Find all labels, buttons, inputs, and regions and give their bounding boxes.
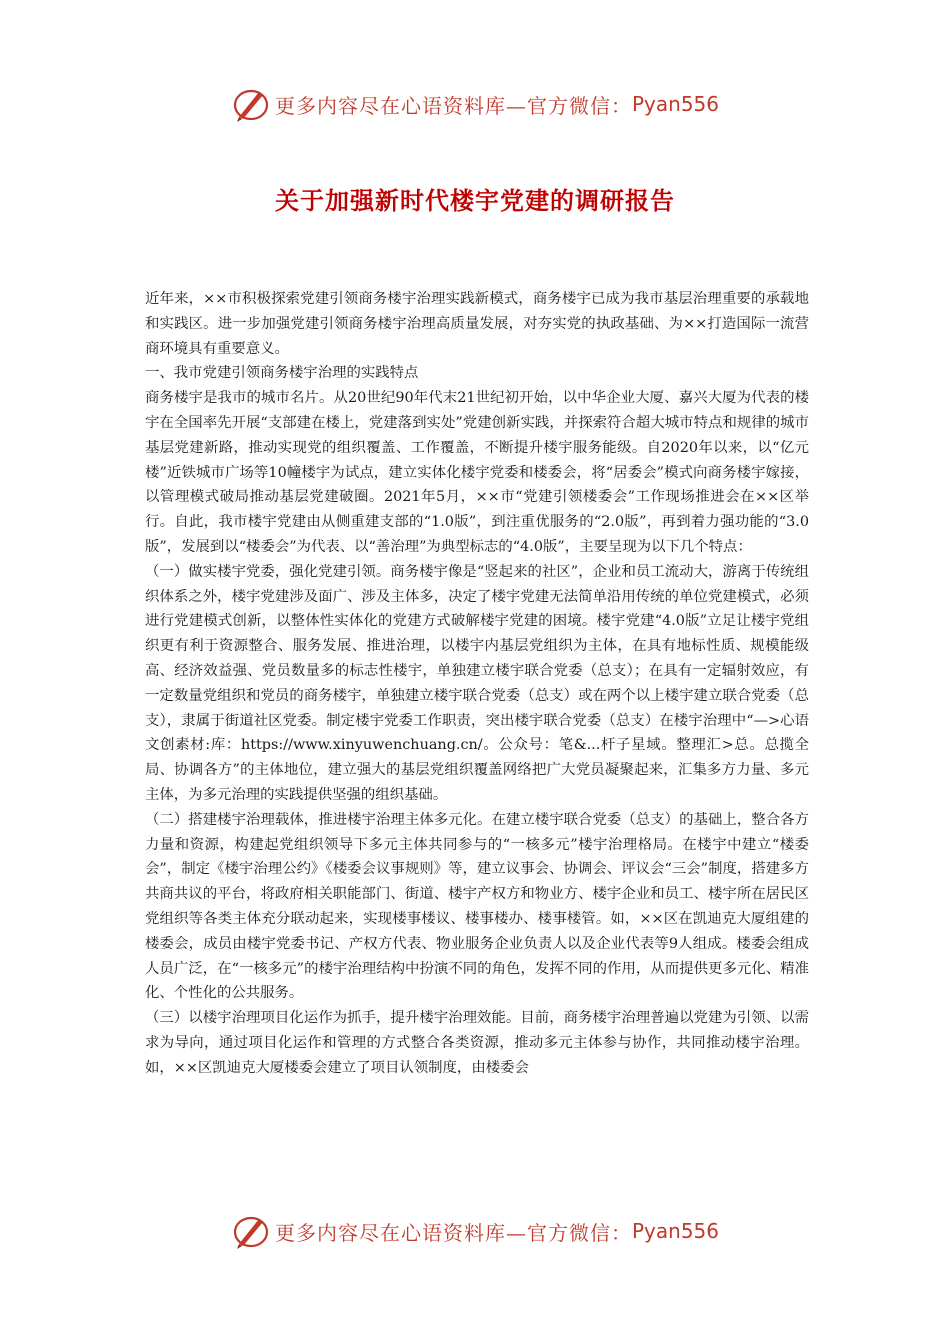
paragraph: （三）以楼宇治理项目化运作为抓手，提升楼宇治理效能。目前，商务楼宇治理普遍以党建为引领、以需求为导向，通过项目化运作和管理的方式整合各类资源，推动多元主体参与协作，共同推动楼宇治理。如，××区凯迪克大厦楼委会建立了项目认领制度，由楼委会 (145, 1010, 809, 1076)
section-heading: 一、我市党建引领商务楼宇治理的实践特点 (145, 365, 419, 382)
pen-logo-icon (231, 1211, 271, 1251)
banner-wechat-id: Pyan556 (631, 92, 719, 116)
paragraph: （一）做实楼宇党委，强化党建引领。商务楼宇像是“竖起来的社区”，企业和员工流动大，游离于传统组织体系之外，楼宇党建涉及面广、涉及主体多，决定了楼宇党建无法简单沿用传统的单位党建模式，必须进行党建模式创新，以整体性实体化的党建方式破解楼宇党建的困境。楼宇党建“4.0版”立足让楼宇党组织更有利于资源整合、服务发展、推进治理，以楼宇内基层党组织为主体，在具有地标性质、规模能级高、经济效益强、党员数量多的标志性楼宇，单独建立楼宇联合党委（总支）；在具有一定辐射效应，有一定数量党组织和党员的商务楼宇，单独建立楼宇联合党委（总支）或在两个以上楼宇建立联合党委（总支），隶属于街道社区党委。制定楼宇党委工作职责，突出楼宇联合党委（总支）在楼宇治理中“—>心语文创素材:库：https://www.xinyuwenchuang.cn/。公众号：笔&...杆子星域。整理汇>总。总揽全局、协调各方”的主体地位，建立强大的基层党组织覆盖网络把广大党员凝聚起来，汇集多方力量、多元主体，为多元治理的实践提供坚强的组织基础。 (145, 563, 809, 803)
banner-text: 更多内容尽在心语资料库—官方微信： (274, 1220, 632, 1245)
paragraph: 商务楼宇是我市的城市名片。从20世纪90年代末21世纪初开始，以中华企业大厦、嘉兴大厦为代表的楼宇在全国率先开展“支部建在楼上，党建落到实处”党建创新实践，并探索符合超大城市特点和规律的城市基层党建新路，推动实现党的组织覆盖、工作覆盖，不断提升楼宇服务能级。自2020年以来，以“亿元楼”近铁城市广场等10幢楼宇为试点，建立实体化楼宇党委和楼委会，将“居委会”模式向商务楼宇嫁接，以管理模式破局推动基层党建破圈。2021年5月，××市“党建引领楼委会”工作现场推进会在××区举行。自此，我市楼宇党建由从侧重建支部的“1.0版”，到注重优服务的“2.0版”，再到着力强功能的“3.0版”，发展到以“楼委会”为代表、以“善治理”为典型标志的“4.0版”，主要呈现为以下几个特点： (145, 390, 809, 555)
document-title: 关于加强新时代楼宇党建的调研报告 (275, 186, 675, 215)
header-watermark-banner (0, 80, 950, 128)
banner-text: 更多内容尽在心语资料库—官方微信： (274, 93, 632, 118)
pen-logo-icon (231, 84, 271, 124)
document-body (145, 287, 809, 1081)
paragraph: （二）搭建楼宇治理载体，推进楼宇治理主体多元化。在建立楼宇联合党委（总支）的基础上，整合各方力量和资源，构建起党组织领导下多元主体共同参与的“一核多元”楼宇治理格局。在楼宇中建立“楼委会”，制定《楼宇治理公约》《楼委会议事规则》等，建立议事会、协调会、评议会“三会”制度，搭建多方共商共议的平台，将政府相关职能部门、街道、楼宇产权方和物业方、楼宇企业和员工、楼宇所在居民区党组织等各类主体充分联动起来，实现楼事楼议、楼事楼办、楼事楼管。如，××区在凯迪克大厦组建的楼委会，成员由楼宇党委书记、产权方代表、物业服务企业负责人以及企业代表等9人组成。楼委会组成人员广泛，在“一核多元”的楼宇治理结构中扮演不同的角色，发挥不同的作用，从而提供更多元化、精准化、个性化的公共服务。 (145, 811, 809, 1002)
banner-wechat-id: Pyan556 (631, 1219, 719, 1243)
paragraph-intro: 近年来，××市积极探索党建引领商务楼宇治理实践新模式，商务楼宇已成为我市基层治理重要的承载地和实践区。进一步加强党建引领商务楼宇治理高质量发展，对夯实党的执政基础、为××打造国际一流营商环境具有重要意义。 (145, 291, 809, 357)
footer-watermark-banner (0, 1207, 950, 1255)
